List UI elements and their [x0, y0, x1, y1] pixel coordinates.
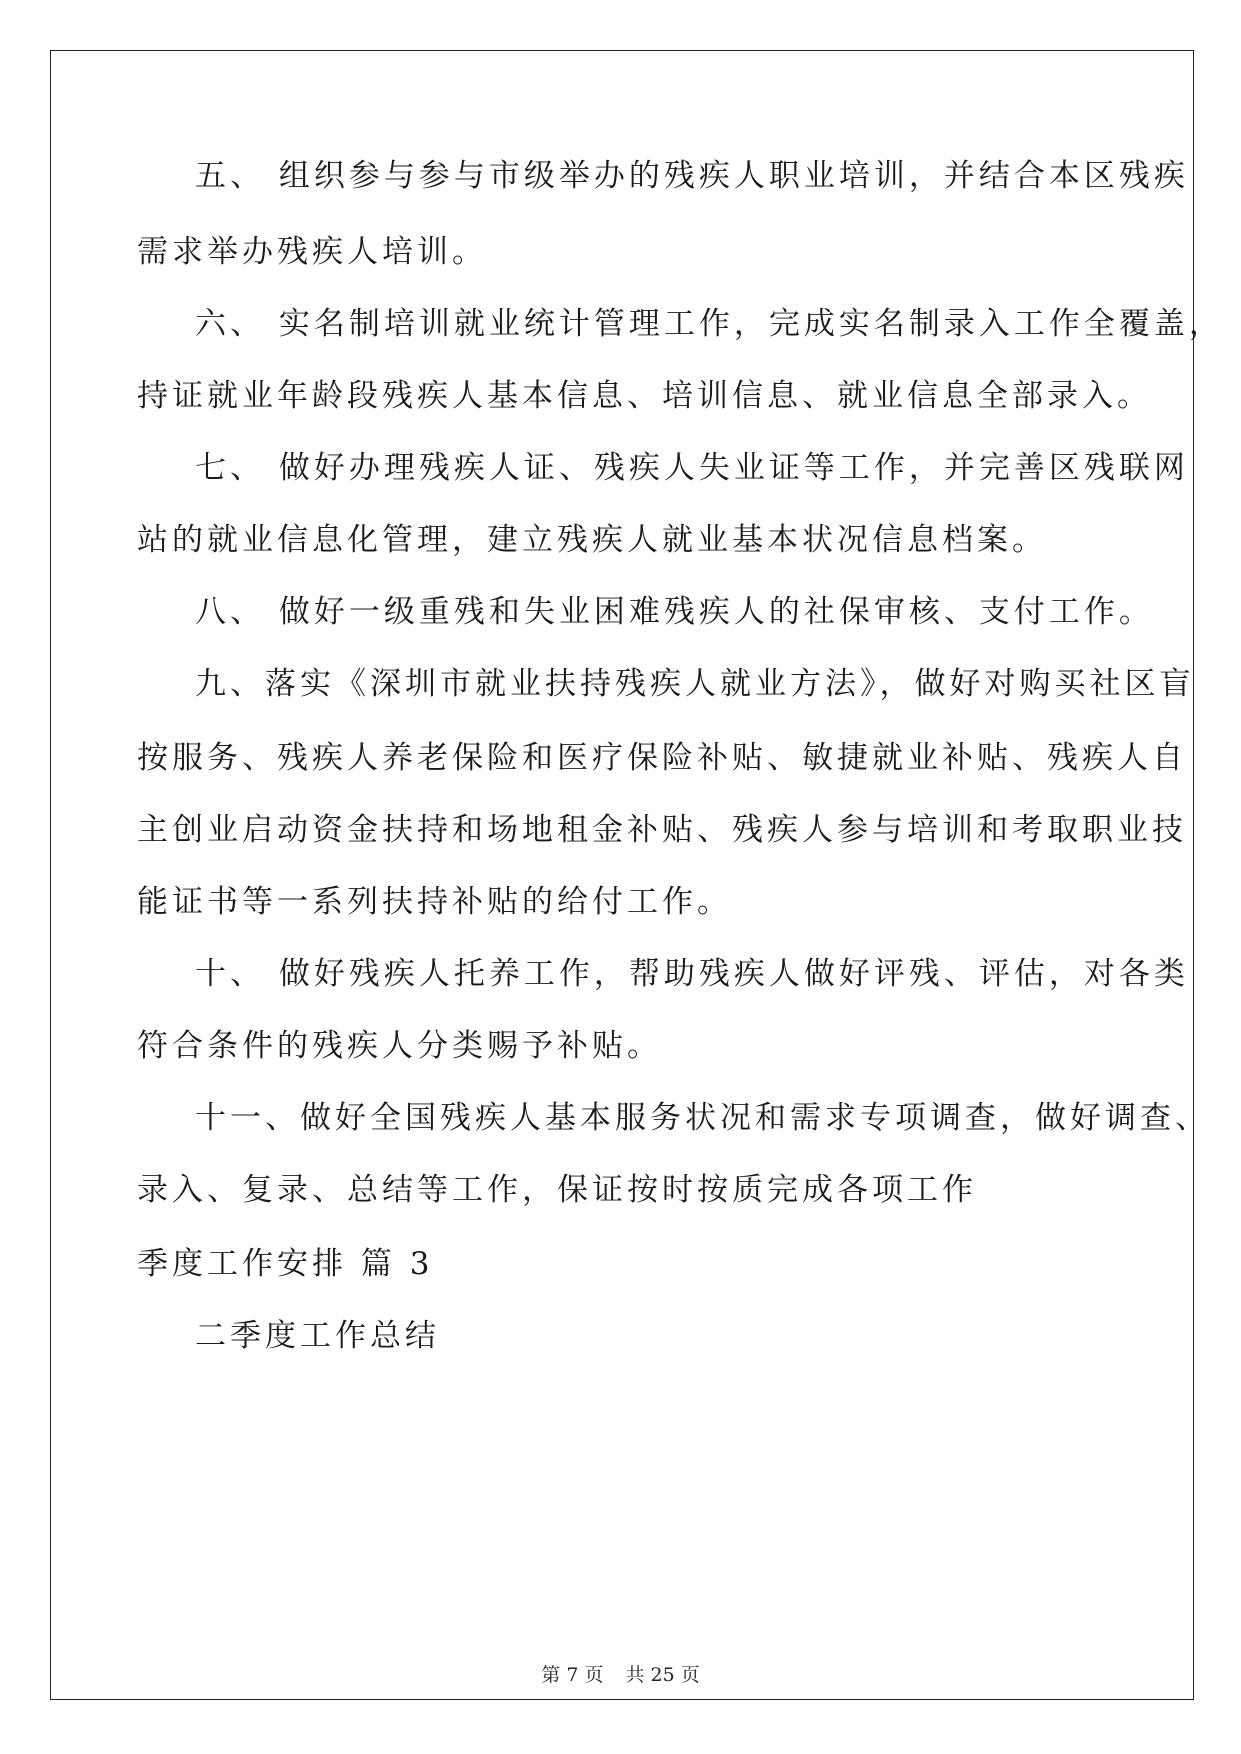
page-footer	[0, 1663, 1241, 1687]
paragraph-line: 九、落实《深圳市就业扶持残疾人就业方法》，做好对购买社区盲	[195, 666, 1195, 702]
paragraph-line: 需求举办残疾人培训。	[137, 234, 487, 270]
paragraph-line: 五、 组织参与参与市级举办的残疾人职业培训，并结合本区残疾	[195, 158, 1189, 194]
paragraph-line: 七、 做好办理残疾人证、残疾人失业证等工作，并完善区残联网	[195, 450, 1189, 486]
paragraph-line: 能证书等一系列扶持补贴的给付工作。	[137, 884, 732, 920]
page-total: 共 25 页	[625, 1664, 700, 1686]
paragraph-line: 按服务、残疾人养老保险和医疗保险补贴、敏捷就业补贴、残疾人自	[137, 740, 1187, 776]
subheading: 二季度工作总结	[195, 1318, 440, 1354]
paragraph-line: 十一、做好全国残疾人基本服务状况和需求专项调查，做好调查、	[195, 1100, 1210, 1136]
section-heading: 季度工作安排 篇 3	[137, 1246, 434, 1282]
paragraph-line: 符合条件的残疾人分类赐予补贴。	[137, 1028, 662, 1064]
paragraph-line: 十、 做好残疾人托养工作，帮助残疾人做好评残、评估，对各类	[195, 956, 1189, 992]
page-number: 第 7 页	[541, 1664, 604, 1686]
page-border	[50, 50, 1194, 1700]
paragraph-line: 八、 做好一级重残和失业困难残疾人的社保审核、支付工作。	[195, 594, 1154, 630]
paragraph-line: 六、 实名制培训就业统计管理工作，完成实名制录入工作全覆盖，	[195, 306, 1224, 342]
paragraph-line: 主创业启动资金扶持和场地租金补贴、残疾人参与培训和考取职业技	[137, 812, 1187, 848]
paragraph-line: 录入、复录、总结等工作，保证按时按质完成各项工作	[137, 1172, 977, 1208]
paragraph-line: 持证就业年龄段残疾人基本信息、培训信息、就业信息全部录入。	[137, 378, 1152, 414]
paragraph-line: 站的就业信息化管理，建立残疾人就业基本状况信息档案。	[137, 522, 1047, 558]
